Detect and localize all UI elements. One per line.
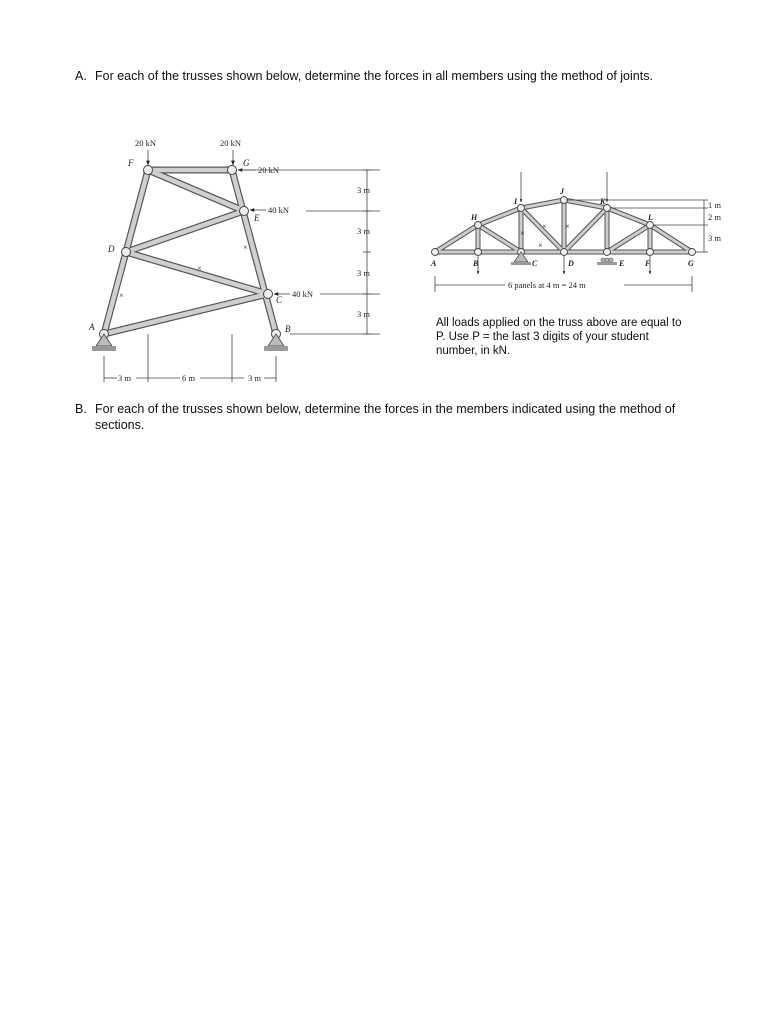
truss-2-joint-label-a: A <box>431 259 437 268</box>
truss-2-joint-label-f: F <box>645 259 651 268</box>
truss-2-support-e <box>597 258 617 265</box>
truss-1-span-3: 3 m <box>248 373 261 383</box>
question-b-number: B. <box>75 402 87 416</box>
truss-1-joint-label-a: A <box>89 322 95 332</box>
truss-2-height-1: 1 m <box>708 200 721 210</box>
truss-2-zero-marker-3: × <box>520 228 525 238</box>
truss-2-zero-marker-1: × <box>542 221 547 231</box>
truss-1-support-b <box>264 334 288 351</box>
truss-2-height-2: 2 m <box>708 212 721 222</box>
truss-2-joint-label-c: C <box>532 259 538 268</box>
truss-2-joint-label-d: D <box>568 259 574 268</box>
truss-2-zero-marker-4: × <box>538 240 543 250</box>
truss-1 <box>88 138 380 383</box>
truss-1-zero-marker-1: × <box>119 290 124 300</box>
truss-2-joint-label-k: K <box>600 197 606 206</box>
truss-1-height-4: 3 m <box>357 309 370 319</box>
truss-2-joint-label-g: G <box>688 259 694 268</box>
load-label-c-horizontal: 40 kN <box>292 289 314 299</box>
load-label-g-horizontal: 20 kN <box>258 165 280 175</box>
truss-1-joint-label-b: B <box>285 324 291 334</box>
truss-1-height-3: 3 m <box>357 268 370 278</box>
load-label-e-horizontal: 40 kN <box>268 205 290 215</box>
truss-1-height-1: 3 m <box>357 185 370 195</box>
load-label-f-vertical: 20 kN <box>135 138 157 148</box>
truss-1-joint-label-e: E <box>254 213 260 223</box>
truss-1-height-2: 3 m <box>357 226 370 236</box>
truss-2-joint-label-i: I <box>514 197 518 206</box>
truss-2-span-label: 6 panels at 4 m = 24 m <box>508 280 586 290</box>
truss-1-support-a <box>92 334 116 351</box>
truss-1-joint-label-f: F <box>128 158 134 168</box>
question-b <box>75 401 705 433</box>
question-a-text: For each of the trusses shown below, determine the forces in all members using the method of joints. <box>95 69 653 83</box>
truss-2-note: All loads applied on the truss above are equal to P. Use P = the last 3 digits of your student number, in kN. <box>436 317 682 357</box>
truss-2-joint-label-e: E <box>619 259 625 268</box>
truss-2 <box>430 172 721 292</box>
load-label-g-vertical: 20 kN <box>220 138 242 148</box>
truss-2-joint-label-l: L <box>648 213 653 222</box>
truss-2-joint-label-b: B <box>473 259 479 268</box>
truss-2-joint-label-j: J <box>560 187 564 196</box>
truss-2-height-3: 3 m <box>708 233 721 243</box>
truss-1-span-2: 6 m <box>182 373 195 383</box>
question-b-text: For each of the trusses shown below, determine the forces in the members indicated using the method of sections. <box>95 402 676 432</box>
truss-1-zero-marker-2: × <box>197 263 202 273</box>
truss-2-zero-marker-2: × <box>565 221 570 231</box>
truss-1-span-1: 3 m <box>118 373 131 383</box>
truss-1-joint-label-g: G <box>243 158 250 168</box>
question-a-number: A. <box>75 69 87 83</box>
truss-2-joint-label-h: H <box>471 213 478 222</box>
truss-1-joint-label-c: C <box>276 295 283 305</box>
truss-1-joint-label-d: D <box>108 244 115 254</box>
truss-1-zero-marker-3: × <box>243 242 248 252</box>
